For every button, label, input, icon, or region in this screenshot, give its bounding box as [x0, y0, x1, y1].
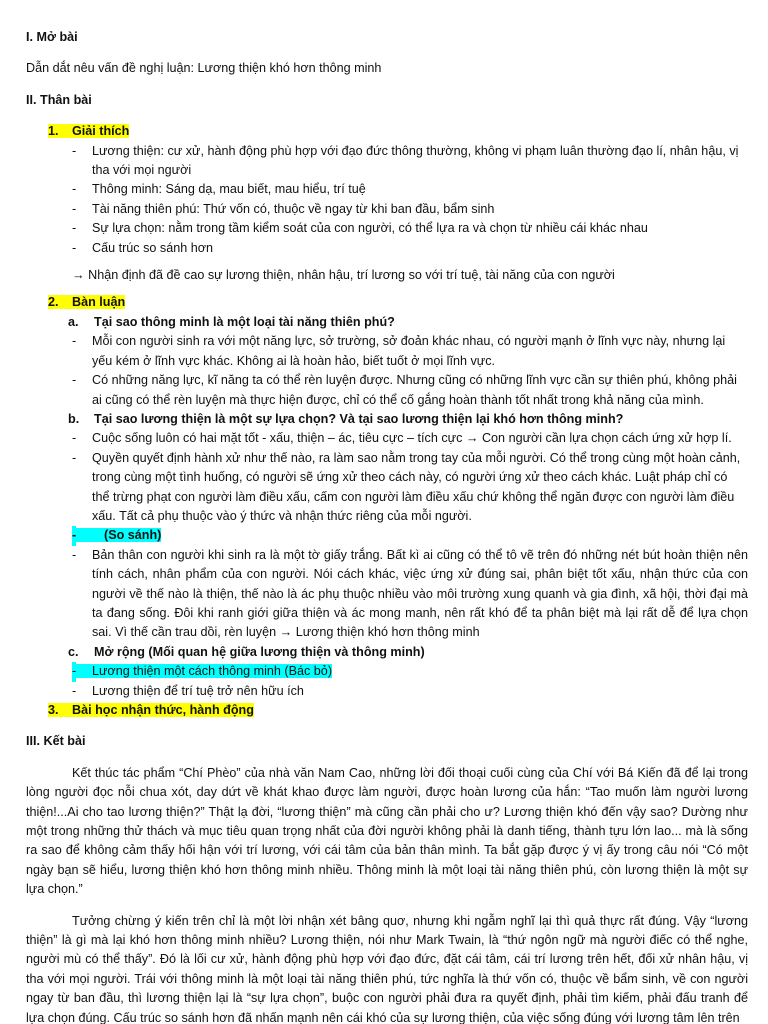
intro-heading: I. Mở bài — [26, 30, 78, 44]
list-item: - Tài năng thiên phú: Thứ vốn có, thuộc về ngay từ khi ban đầu, bẩm sinh — [72, 201, 495, 216]
section-3-title: Bài học nhận thức, hành động — [72, 703, 254, 717]
section-2-number: 2. — [48, 295, 59, 310]
body-heading: II. Thân bài — [26, 92, 92, 107]
list-item: - Lương thiện để trí tuệ trở nên hữu ích — [72, 683, 304, 698]
section-2-heading — [26, 293, 748, 312]
section-1-title: Giải thích — [72, 124, 130, 139]
intro-text: Dẫn dắt nêu vấn đề nghị luận: Lương thiện khó hơn thông minh — [26, 61, 382, 76]
list-item: - Cuộc sống luôn có hai mặt tốt - xấu, thiện – ác, tiêu cực – tích cực → Con người cần lựa chọn cách ứng xử hợp lí. — [72, 431, 732, 446]
paragraph: Tưởng chừng ý kiến trên chỉ là một lời nhận xét bâng quơ, nhưng khi ngẫm nghĩ lại thì quả thực rất đúng. Vậy “lương thiện” là gì mà lại khó hơn thông minh nhiều? Lương thiện, nói như Mark Twain, là “thứ ngôn ngữ mà người điếc có thể nghe, người mù có thể thấy”. Đó là lối cư xử, hành động phù hợp với đạo đức, đặt cái tâm, cái trí lương trên hết, đối xử nhân hậu, vị tha với mọi người. Trái với thông minh là một loại tài năng thiên phú, tức nghĩa là thứ vốn có, thuộc về bẩm sinh, về con người ngay từ ban đầu, thì lương thiện lại là “sự lựa chọn”, buộc con người phải đưa ra quyết định, phải tìm kiếm, phải đấu tranh để lựa chọn đúng. Cấu trúc so sánh hơn đã nhấn mạnh nên cái khó của sự lương thiện, của việc sống đúng với lương tâm lên trên — [26, 913, 748, 1024]
list-item: - Có những năng lực, kĩ năng ta có thể rèn luyện được. Nhưng cũng có những lĩnh vực cần sự thiên phú, không phải ai cũng có thể rèn luyện mà thực hiện được, chỉ có thể cố gắng hoàn thành tốt nhất trong khả năng của mình. — [72, 373, 737, 407]
list-item: - Quyền quyết định hành xử như thế nào, ra làm sao nằm trong tay của mỗi người. Có thể trong cùng một hoàn cảnh, trong cùng một tình huống, có người sẽ ứng xử theo cách này, có người ứng xử theo cách khác. Luật pháp chỉ có thể trừng phạt con người làm điều xấu, cấm con người làm điều xấu chứ không thể ngăn được con người làm điều xấu. Tất cả phụ thuộc vào ý thức và nhận thức riêng của mỗi người. — [72, 450, 741, 523]
list-item: - Sự lựa chọn: nằm trong tầm kiểm soát của con người, có thể lựa ra và chọn từ nhiều cái khác nhau — [72, 221, 648, 236]
list-item: - Cấu trúc so sánh hơn — [72, 240, 213, 255]
section-3-number: 3. — [48, 703, 59, 717]
paragraph: Kết thúc tác phẩm “Chí Phèo” của nhà văn Nam Cao, những lời đối thoại cuối cùng của Chí với Bá Kiến đã để lại trong lòng người đọc nỗi chua xót, day dứt về khát khao được làm người, được hoàn lương của hắn: “Tao muốn làm người lương thiện!...Ai cho tao lương thiện?” Thật lạ đời, “lương thiện” mà cũng cần phải cho ư? Lương thiện khó đến vậy sao? Dường như một trong những thử thách và mục tiêu quan trọng nhất của đời người không phải là danh tiếng, thành tựu lớn lao... mà là sống ra sao để không cảm thấy hối hận với trí lương, với cái tâm của bản thân mình. Ta bắt gặp được ý vị ấy trong câu nói “Có một ngày bạn sẽ hiểu, lương thiện khó hơn thông minh nhiều. Thông minh là một loại tài năng thiên phú, còn lương thiện là một sự lựa chọn.” — [26, 765, 748, 897]
compare-label-item: - (So sánh) — [26, 526, 748, 545]
compare-label: (So sánh) — [72, 528, 161, 542]
list-item: - Bản thân con người khi sinh ra là một tờ giấy trắng. Bất kì ai cũng có thể tô vẽ trên đó những nét bút hoàn thiện nên tính cách, nhân phẩm của con người. Nói cách khác, việc ứng xử đúng sai, phân biệt tốt xấu, nhận thức của con người về thế nào là thiện, thế nào là ác phụ thuộc nhiều vào môi trường xung quanh và gia đình, xã hội, thời đại mà ta đang sống. Đôi khi ranh giới giữa thiện và ác mong manh, nên rất khó để ta phân biệt mà lại rất dễ để lựa chọn sai. Vì thế cần trau dồi, rèn luyện → Lương thiện khó hơn thông minh — [72, 547, 748, 640]
list-item: - Thông minh: Sáng dạ, mau biết, mau hiểu, trí tuệ — [72, 182, 366, 197]
section-1-conclusion: → Nhận định đã đề cao sự lương thiện, nhân hậu, trí lương so với trí tuệ, tài năng của con người — [72, 268, 615, 283]
section-3-heading — [26, 701, 748, 720]
conclusion-heading: III. Kết bài — [26, 734, 86, 749]
section-1-heading — [26, 122, 748, 141]
document-content — [26, 28, 748, 1024]
subsection-a-heading: a. Tại sao thông minh là một loại tài năng thiên phú? — [68, 314, 395, 329]
list-item-highlighted: - Lương thiện một cách thông minh (Bác bỏ) — [26, 662, 748, 681]
section-1-number: 1. — [48, 124, 59, 139]
subsection-c-heading: c. Mở rộng (Mối quan hệ giữa lương thiện và thông minh) — [68, 644, 425, 659]
subsection-b-heading: b. Tại sao lương thiện là một sự lựa chọn? Và tại sao lương thiện lại khó hơn thông minh? — [68, 411, 624, 426]
list-item: - Mỗi con người sinh ra với một năng lực, sở trường, sở đoản khác nhau, có người mạnh ở lĩnh vực này, nhưng lại yếu kém ở lĩnh vực khác. Không ai là hoàn hảo, biết tuốt ở mọi lĩnh vực. — [72, 334, 726, 368]
section-2-title: Bàn luận — [72, 295, 126, 310]
list-item: - Lương thiện: cư xử, hành động phù hợp với đạo đức thông thường, không vi phạm luân thường đạo lí, nhân hậu, vị tha với mọi người — [72, 143, 739, 178]
